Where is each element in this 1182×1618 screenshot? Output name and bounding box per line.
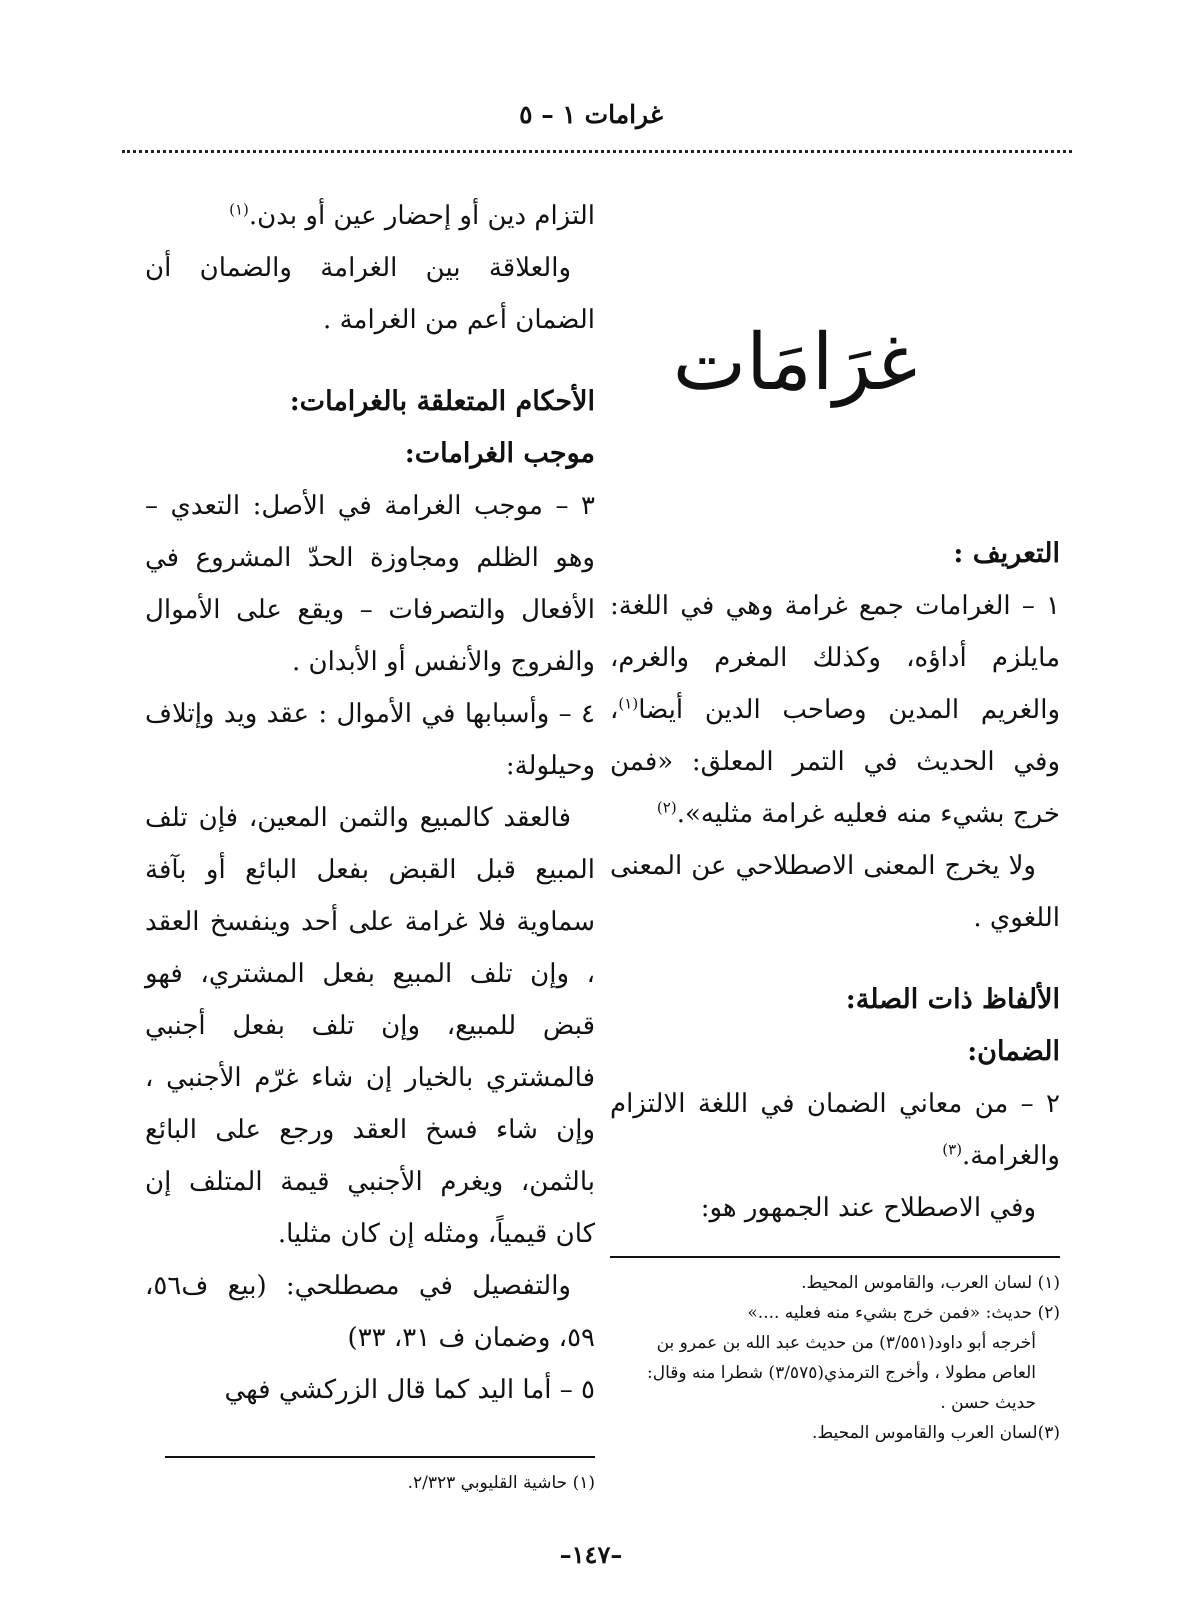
paragraph-details: والتفصيل في مصطلحي: (بيع ف٥٦، ٥٩، وضمان ف ٣١، ٣٣) xyxy=(145,1271,595,1353)
header-dotted-rule xyxy=(122,150,1072,153)
related-terms-heading: الألفاظ ذات الصلة: xyxy=(845,984,1060,1015)
daman-definition-paragraph xyxy=(145,190,595,242)
footnote-3: (٣)لسان العرب والقاموس المحيط. xyxy=(811,1423,1060,1443)
footnote-ref-3: (٣) xyxy=(942,1140,963,1159)
footnote-rule xyxy=(610,1256,1060,1258)
right-column xyxy=(610,190,1060,1448)
page-number: –١٤٧– xyxy=(559,1540,623,1569)
footnote-1: (١) لسان العرب، والقاموس المحيط. xyxy=(801,1273,1060,1293)
paragraph-3: ٣ – موجب الغرامة في الأصل: التعدي – وهو الظلم ومجاوزة الحدّ المشروع في الأفعال والتصرفات – ويقع على الأموال والفروج والأنفس أو الأبدان . xyxy=(145,491,595,677)
left-column xyxy=(145,190,595,1498)
definition-heading: التعريف : xyxy=(953,538,1060,569)
footnote-ref-2: (٢) xyxy=(656,798,677,817)
cause-subheading: موجب الغرامات: xyxy=(404,438,595,469)
paragraph-4: ٤ – وأسبابها في الأموال : عقد ويد وإتلاف وحيلولة: xyxy=(145,699,595,781)
spacer xyxy=(610,944,1060,974)
footnote-left-1: (١) حاشية القليوبي ٢/٣٢٣. xyxy=(407,1473,595,1493)
paragraph-5: ٥ – أما اليد كما قال الزركشي فهي xyxy=(224,1375,595,1405)
technical-meaning-paragraph: ولا يخرج المعنى الاصطلاحي عن المعنى اللغوي . xyxy=(610,851,1060,933)
jumhur-definition-paragraph: وفي الاصطلاح عند الجمهور هو: xyxy=(700,1193,1036,1223)
relation-paragraph: والعلاقة بين الغرامة والضمان أن الضمان أعم من الغرامة . xyxy=(145,253,595,335)
daman-definition-text: التزام دين أو إحضار عين أو بدن. xyxy=(248,201,595,231)
daman-subheading: الضمان: xyxy=(967,1036,1060,1067)
running-header: غرامات ١ – ٥ xyxy=(519,100,663,129)
footnote-ref-1: (١) xyxy=(618,694,639,713)
footnote-ref-left-1: (١) xyxy=(229,200,249,219)
spacer xyxy=(145,346,595,376)
paragraph-contract: فالعقد كالمبيع والثمن المعين، فإن تلف المبيع قبل القبض بفعل البائع أو بآفة سماوية فلا غرامة على أحد وينفسخ العقد ، وإن تلف المبيع بفعل المشتري، فهو قبض للمبيع، وإن تلف بفعل أجنبي فالمشتري بالخيار إن شاء غرّم الأجنبي ، وإن شاء فسخ العقد ورجع على البائع بالثمن، ويغرم الأجنبي قيمة المتلف إن كان قيمياً، ومثله إن كان مثليا. xyxy=(145,803,595,1249)
definition-text-b: ، وفي الحديث في التمر المعلق: «فمن خرج بشيء منه فعليه غرامة مثليه». xyxy=(610,695,1060,829)
rulings-heading: الأحكام المتعلقة بالغرامات: xyxy=(289,386,595,417)
entry-title: غرَامَات xyxy=(672,318,918,408)
footnote-2-continued: أخرجه أبو داود(٣/٥٥١) من حديث عبد الله بن عمرو بن العاص مطولا ، وأخرج الترمذي(٣/٥٧٥) شطرا منه وقال: حديث حسن . xyxy=(646,1333,1036,1413)
footnote-2: (٢) حديث: «فمن خرج بشيء منه فعليه ....» xyxy=(747,1303,1060,1323)
definition-text-a: ١ – الغرامات جمع غرامة وهي في اللغة: مايلزم أداؤه، وكذلك المغرم والغرم، والغريم المدين وصاحب الدين أيضا xyxy=(610,591,1060,725)
definition-paragraph xyxy=(610,580,1060,840)
daman-text: ٢ – من معاني الضمان في اللغة الالتزام والغرامة. xyxy=(610,1089,1060,1171)
daman-paragraph xyxy=(610,1078,1060,1182)
footnote-rule xyxy=(165,1456,595,1458)
